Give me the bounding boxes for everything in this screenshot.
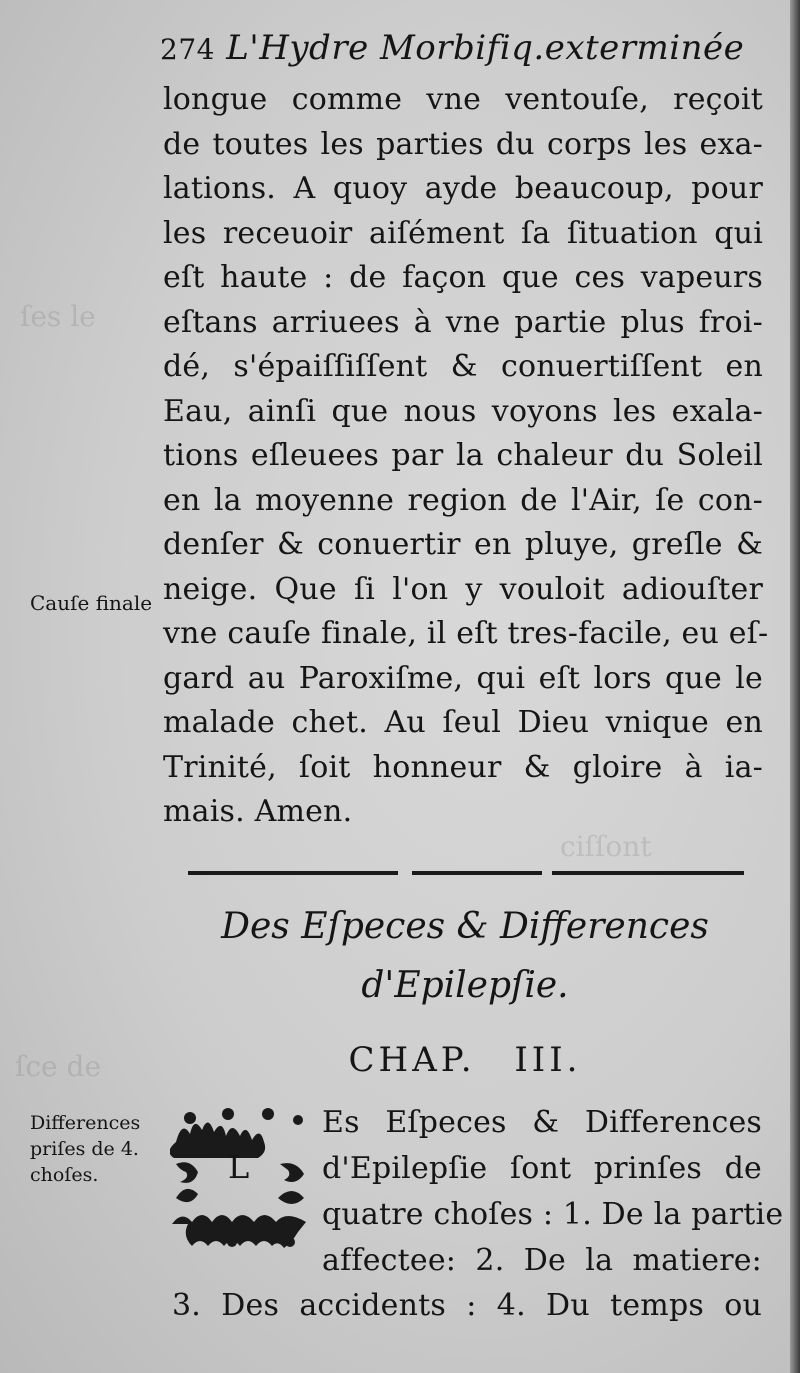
text-line: dé, s'épaiſſiſſent & conuertiſſent en bbox=[163, 349, 763, 384]
bleed-through-text: ciſſont bbox=[560, 830, 652, 863]
continuation-text-block bbox=[172, 1284, 762, 1329]
text-line: longue comme vne ventouſe, reçoit bbox=[163, 82, 763, 117]
page-number: 274 bbox=[160, 33, 215, 66]
rule-segment bbox=[188, 871, 398, 875]
page-edge-shadow bbox=[790, 0, 800, 1373]
margin-note-line: priſes de 4. bbox=[30, 1138, 139, 1160]
text-line: denſer & conuertir en pluye, greſle & bbox=[163, 527, 763, 562]
text-line: quatre choſes : 1. De la partie bbox=[322, 1197, 784, 1232]
text-line: 3. Des accidents : 4. Du temps ou bbox=[172, 1288, 762, 1323]
text-line: en la moyenne region de l'Air, ſe con- bbox=[163, 482, 763, 518]
margin-note-line: Differences bbox=[30, 1112, 141, 1134]
text-line: malade chet. Au ſeul Dieu vnique en bbox=[163, 705, 763, 740]
section-divider bbox=[180, 871, 750, 877]
text-line: eſtans arriuees à vne partie plus froi- bbox=[163, 304, 763, 340]
text-line: d'Epilepſie ſont prinſes de bbox=[322, 1151, 762, 1186]
text-line: mais. Amen. bbox=[163, 794, 353, 829]
text-line: Eau, ainſi que nous voyons les exala- bbox=[163, 393, 763, 429]
bleed-through-text: ſce de bbox=[15, 1050, 102, 1083]
section-title-line-1: Des Eſpeces & Differences bbox=[221, 906, 709, 947]
text-line: tions eſleuees par la chaleur du Soleil bbox=[163, 438, 763, 473]
text-line: les receuoir aiſément ſa ſituation qui bbox=[163, 215, 763, 251]
main-text-block bbox=[163, 78, 769, 835]
chapter-text-block bbox=[322, 1100, 784, 1284]
text-line: gard au Paroxiſme, qui eſt lors que le bbox=[163, 660, 763, 696]
margin-note-differences bbox=[30, 1110, 140, 1188]
text-line: affectee: 2. De la matiere: bbox=[322, 1243, 762, 1278]
margin-note-line: choſes. bbox=[30, 1164, 99, 1186]
bleed-through-text: ſes le bbox=[20, 300, 96, 333]
text-line: lations. A quoy ayde beaucoup, pour bbox=[163, 171, 763, 206]
chapter-heading bbox=[180, 1040, 750, 1080]
section-title-line-2: d'Epilepſie. bbox=[361, 965, 569, 1006]
drop-cap-letter: L bbox=[228, 1148, 250, 1186]
text-line: Es Eſpeces & Differences bbox=[322, 1105, 762, 1140]
text-line: eſt haute : de façon que ces vapeurs bbox=[163, 260, 763, 295]
text-line: Trinité, ſoit honneur & gloire à ia- bbox=[163, 749, 763, 785]
running-header bbox=[160, 28, 760, 78]
text-line: vne cauſe finale, il eſt tres-facile, eu eſ- bbox=[163, 616, 769, 651]
rule-segment bbox=[552, 871, 744, 875]
rule-segment bbox=[412, 871, 542, 875]
chapter-label: CHAP. bbox=[348, 1040, 476, 1080]
chapter-number: III. bbox=[514, 1040, 582, 1080]
ornamental-drop-cap bbox=[170, 1100, 310, 1250]
margin-note-cause-finale: Cauſe finale bbox=[30, 591, 153, 615]
text-line: de toutes les parties du corps les exa- bbox=[163, 126, 763, 162]
running-title: L'Hydre Morbifiq.exterminée bbox=[226, 28, 745, 68]
text-line: neige. Que ſi l'on y vouloit adiouſter bbox=[163, 571, 763, 607]
